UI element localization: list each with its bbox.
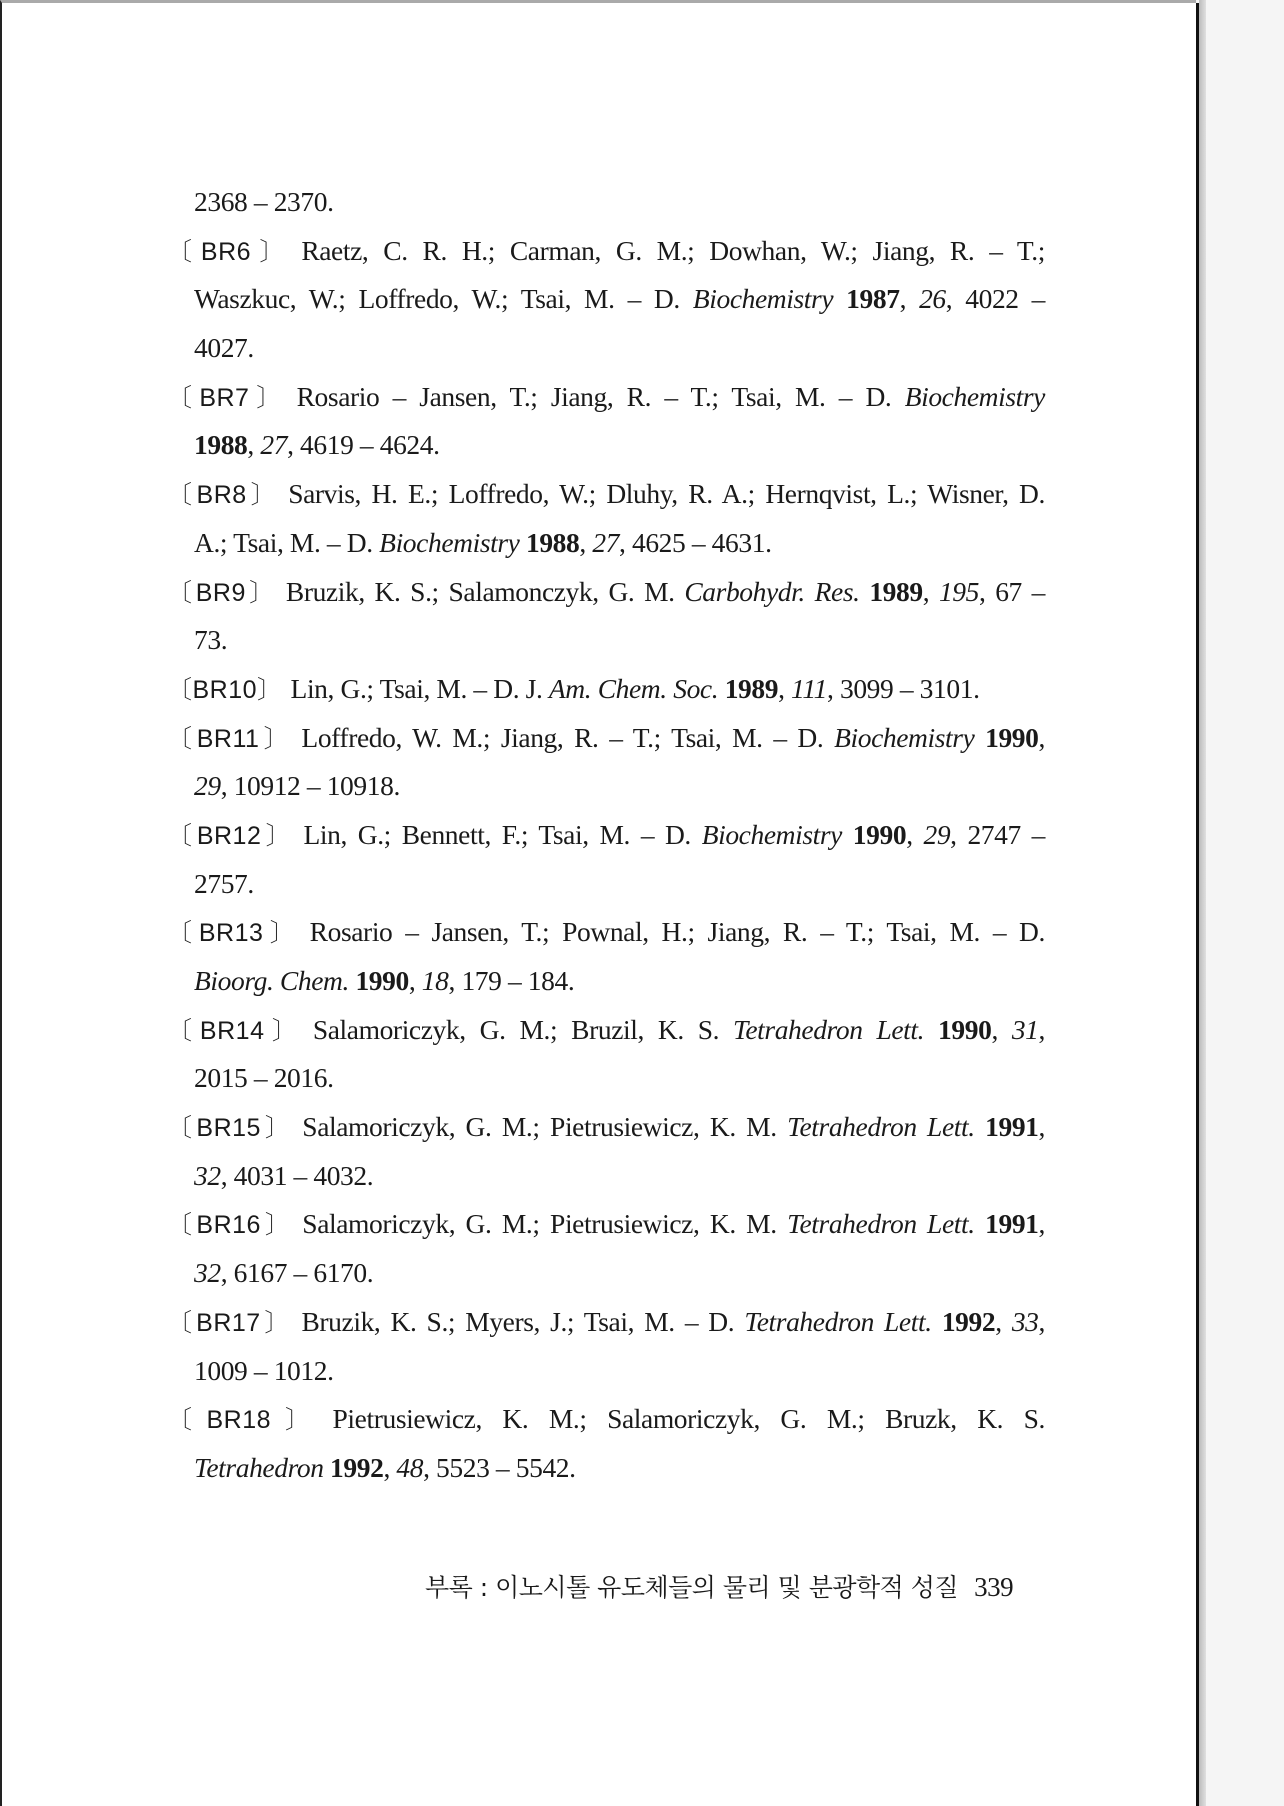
citation-text: A.; Tsai, M. – D. <box>194 526 380 558</box>
reference-label: 〔BR6〕 <box>167 237 294 266</box>
citation-text: , <box>778 672 792 704</box>
reference-line <box>167 908 1045 957</box>
reference-entry <box>167 908 1045 1005</box>
reference-line <box>167 470 1045 519</box>
page-footer <box>425 1568 1013 1604</box>
journal-or-volume-text: Tetrahedron <box>194 1451 324 1483</box>
citation-text <box>974 722 985 753</box>
running-title: 부록 : 이노시톨 유도체들의 물리 및 분광학적 성질 <box>425 1573 959 1602</box>
citation-text: , 6167 – 6170. <box>220 1257 374 1289</box>
citation-text: Salamoriczyk, G. M.; Pietrusiewicz, K. M. <box>302 1111 788 1143</box>
citation-text: , <box>906 818 924 850</box>
journal-or-volume-text: 27 <box>260 429 288 461</box>
reference-line <box>167 1249 1045 1298</box>
citation-text: Rosario – Jansen, T.; Jiang, R. – T.; Tsai, M. – D. <box>296 380 905 412</box>
reference-entry <box>167 373 1045 470</box>
reference-label: 〔BR9〕 <box>167 578 278 607</box>
citation-text: , 3099 – 3101. <box>827 672 980 704</box>
journal-or-volume-text: Tetrahedron Lett. <box>744 1305 932 1337</box>
citation-text <box>975 1111 985 1142</box>
journal-or-volume-text: 27 <box>592 526 620 558</box>
citation-text: , <box>995 1305 1012 1337</box>
reference-entry <box>167 665 1045 714</box>
year-text: 1988 <box>194 429 248 461</box>
citation-text: , <box>1038 1208 1046 1240</box>
citation-text: , 4619 – 4624. <box>287 429 440 461</box>
reference-entry <box>167 1395 1045 1492</box>
citation-text: 1009 – 1012. <box>194 1354 334 1386</box>
page-shadow <box>1199 0 1206 1806</box>
citation-text: , 4625 – 4631. <box>619 526 772 558</box>
journal-or-volume-text: 26 <box>919 283 946 315</box>
journal-or-volume-text: Carbohydr. Res. <box>684 575 860 607</box>
citation-text: , 4031 – 4032. <box>220 1159 374 1191</box>
reference-label: 〔BR15〕 <box>167 1114 295 1143</box>
reference-entry <box>167 1298 1045 1395</box>
citation-text <box>932 1306 942 1337</box>
journal-or-volume-text: 31 <box>1011 1013 1039 1045</box>
journal-or-volume-text: 48 <box>396 1451 424 1483</box>
reference-entry <box>167 470 1045 567</box>
journal-or-volume-text: Biochemistry <box>692 283 834 315</box>
year-text: 1989 <box>724 672 779 704</box>
citation-text: 73. <box>194 624 228 656</box>
citation-text: Lin, G.; Bennett, F.; Tsai, M. – D. <box>303 818 702 850</box>
citation-text: , <box>1038 1013 1046 1045</box>
reference-label: 〔BR18〕 <box>167 1406 325 1435</box>
journal-or-volume-text: 29 <box>194 770 221 802</box>
journal-or-volume-text: 29 <box>923 818 951 850</box>
citation-text: , <box>1038 1111 1046 1143</box>
reference-line <box>167 1395 1045 1444</box>
reference-line <box>167 1103 1045 1152</box>
reference-line <box>167 665 1045 714</box>
reference-line <box>167 714 1045 763</box>
journal-or-volume-text: Biochemistry <box>701 818 842 850</box>
citation-text <box>833 283 846 314</box>
citation-text: Waszkuc, W.; Loffredo, W.; Tsai, M. – D. <box>194 283 693 315</box>
year-text: 1990 <box>852 818 907 850</box>
citation-text <box>924 1014 938 1045</box>
journal-or-volume-text: Biochemistry <box>904 380 1045 412</box>
reference-entry <box>167 811 1045 908</box>
journal-or-volume-text: Tetrahedron Lett. <box>732 1013 925 1045</box>
year-text: 1988 <box>525 526 580 558</box>
journal-or-volume-text: 32 <box>194 1257 221 1289</box>
reference-line <box>167 1152 1045 1201</box>
journal-or-volume-text: 195 <box>938 575 979 607</box>
citation-text: 2757. <box>194 867 254 899</box>
citation-text: , 179 – 184. <box>448 965 575 996</box>
year-text: 1990 <box>985 721 1039 753</box>
reference-label: 〔BR16〕 <box>167 1211 295 1240</box>
citation-text: , 5523 – 5542. <box>423 1451 576 1483</box>
reference-label: 〔BR10〕 <box>167 675 283 704</box>
citation-text: , <box>383 1451 397 1483</box>
citation-text <box>975 1208 985 1239</box>
reference-line <box>167 1298 1045 1347</box>
reference-line <box>167 178 1045 227</box>
reference-line <box>167 811 1045 860</box>
journal-or-volume-text: 33 <box>1011 1305 1039 1337</box>
reference-line <box>167 1444 1045 1493</box>
citation-text: , 4022 – <box>945 283 1045 315</box>
reference-entry <box>167 714 1045 811</box>
reference-entry <box>167 1103 1045 1200</box>
reference-line <box>167 324 1045 373</box>
citation-text: Bruzik, K. S.; Myers, J.; Tsai, M. – D. <box>301 1305 745 1337</box>
citation-text: 4027. <box>194 332 254 364</box>
citation-text: Sarvis, H. E.; Loffredo, W.; Dluhy, R. A.; Hernqvist, L.; Wisner, D. <box>288 478 1045 510</box>
reference-label: 〔BR17〕 <box>167 1308 294 1337</box>
reference-label: 〔BR14〕 <box>167 1016 305 1045</box>
year-text: 1990 <box>355 965 409 996</box>
reference-line <box>167 957 1045 1006</box>
citation-text: Bruzik, K. S.; Salamonczyk, G. M. <box>285 575 685 607</box>
reference-line <box>167 568 1045 617</box>
citation-text: 2368 – 2370. <box>194 186 334 217</box>
citation-text: Loffredo, W. M.; Jiang, R. – T.; Tsai, M. – D. <box>301 721 835 753</box>
reference-line <box>167 616 1045 665</box>
reference-label: 〔BR7〕 <box>167 383 289 412</box>
journal-or-volume-text: Tetrahedron Lett. <box>787 1111 975 1143</box>
reference-line <box>167 421 1045 470</box>
citation-text: , <box>991 1013 1012 1045</box>
citation-text: Salamoriczyk, G. M.; Bruzil, K. S. <box>312 1013 733 1045</box>
citation-text: , <box>922 575 939 607</box>
citation-text: Rosario – Jansen, T.; Pownal, H.; Jiang, R. – T.; Tsai, M. – D. <box>309 916 1045 948</box>
reference-line <box>167 1006 1045 1055</box>
reference-line <box>167 762 1045 811</box>
citation-text: , 2747 – <box>950 818 1045 850</box>
citation-text: , <box>579 526 593 558</box>
reference-label: 〔BR11〕 <box>167 724 294 753</box>
year-text: 1990 <box>938 1013 992 1045</box>
year-text: 1992 <box>941 1305 996 1337</box>
year-text: 1987 <box>846 283 900 315</box>
citation-text: , <box>247 429 261 461</box>
citation-text: Pietrusiewicz, K. M.; Salamoriczyk, G. M.; Bruzk, K. S. <box>332 1403 1045 1435</box>
reference-line <box>167 373 1045 422</box>
page-number: 339 <box>974 1572 1014 1602</box>
journal-or-volume-text: 32 <box>194 1159 221 1191</box>
reference-line <box>167 227 1045 276</box>
reference-line <box>167 1054 1045 1103</box>
citation-text: , <box>408 965 422 996</box>
reference-entry <box>167 568 1045 665</box>
citation-text: , 67 – <box>979 575 1045 607</box>
year-text: 1992 <box>330 1451 384 1483</box>
reference-entry <box>167 178 1045 227</box>
citation-text: Raetz, C. R. H.; Carman, G. M.; Dowhan, W.; Jiang, R. – T.; <box>301 234 1045 266</box>
reference-line <box>167 1347 1045 1396</box>
journal-or-volume-text: Tetrahedron Lett. <box>787 1208 975 1240</box>
citation-text: Lin, G.; Tsai, M. – D. J. <box>290 672 549 704</box>
journal-or-volume-text: Bioorg. Chem. <box>194 965 349 996</box>
reference-line <box>167 519 1045 568</box>
reference-list <box>167 178 1045 1493</box>
citation-text: 2015 – 2016. <box>194 1062 334 1094</box>
citation-text: Salamoriczyk, G. M.; Pietrusiewicz, K. M. <box>302 1208 788 1240</box>
citation-text <box>842 819 853 850</box>
reference-label: 〔BR8〕 <box>167 481 281 510</box>
reference-entry <box>167 227 1045 373</box>
citation-text: , 10912 – 10918. <box>220 770 400 802</box>
citation-text: , <box>1038 1305 1045 1337</box>
citation-text <box>860 576 870 607</box>
reference-entry <box>167 1006 1045 1103</box>
citation-text: , <box>1038 721 1045 753</box>
reference-label: 〔BR13〕 <box>167 919 302 948</box>
journal-or-volume-text: Biochemistry <box>379 526 520 558</box>
reference-entry <box>167 1200 1045 1297</box>
journal-or-volume-text: Biochemistry <box>834 721 975 753</box>
reference-line <box>167 275 1045 324</box>
reference-label: 〔BR12〕 <box>167 821 296 850</box>
journal-or-volume-text: Am. Chem. Soc. <box>548 672 719 704</box>
year-text: 1991 <box>985 1111 1039 1143</box>
year-text: 1989 <box>869 575 923 607</box>
journal-or-volume-text: 111 <box>791 672 828 704</box>
reference-line <box>167 1200 1045 1249</box>
citation-text: , <box>899 283 920 315</box>
journal-or-volume-text: 18 <box>421 965 449 996</box>
year-text: 1991 <box>985 1208 1039 1240</box>
reference-line <box>167 860 1045 909</box>
